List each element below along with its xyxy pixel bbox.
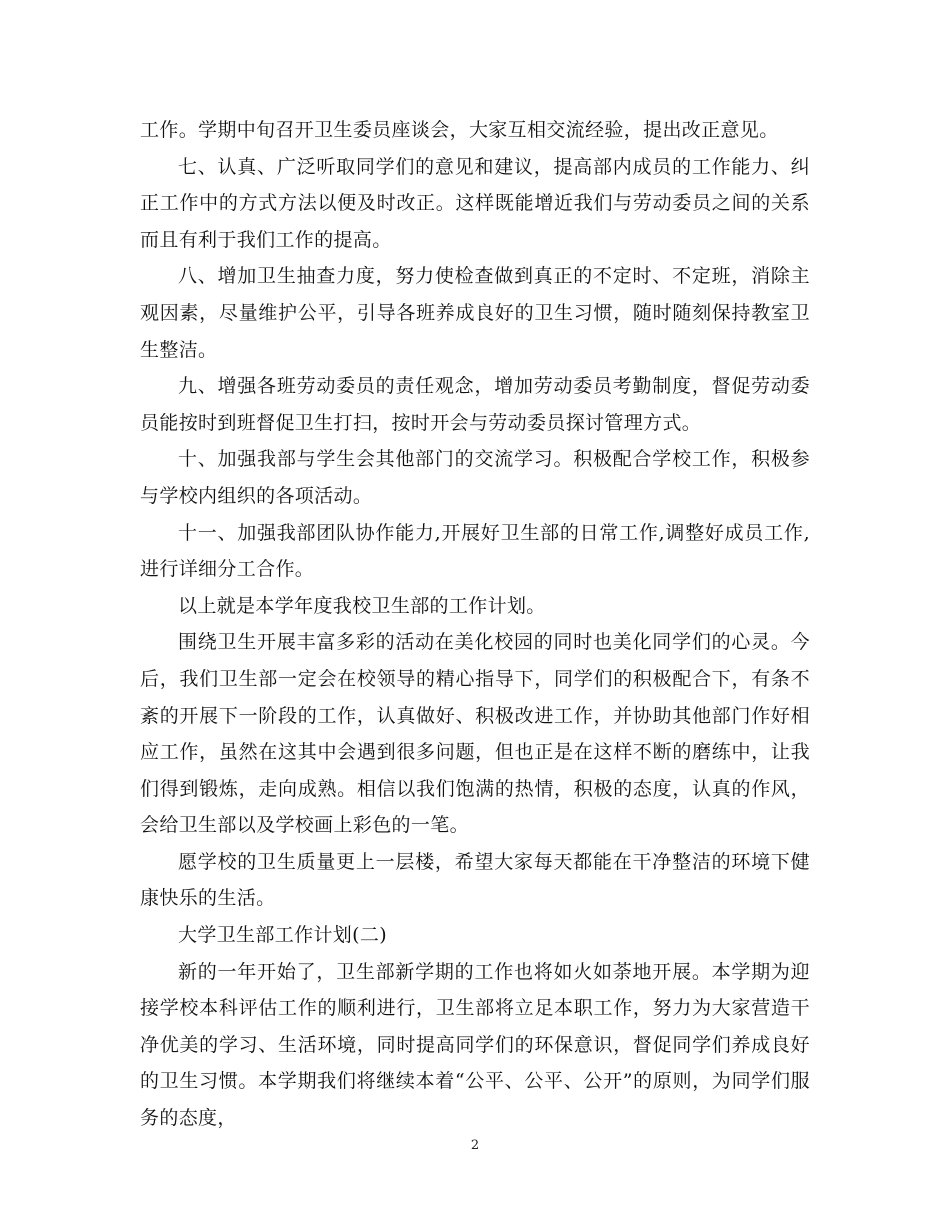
page-number: 2 (470, 1138, 480, 1153)
paragraph-item-7: 七、认真、广泛听取同学们的意见和建议，提高部内成员的工作能力、纠正工作中的方式方法以便及时改正。这样既能增近我们与劳动委员之间的关系而且有利于我们工作的提高。 (140, 155, 810, 251)
paragraph-wish: 愿学校的卫生质量更上一层楼，希望大家每天都能在干净整洁的环境下健康快乐的生活。 (140, 850, 810, 910)
paragraph-item-10: 十、加强我部与学生会其他部门的交流学习。积极配合学校工作，积极参与学校内组织的各项活动。 (140, 448, 810, 507)
paragraph-continuation: 工作。学期中旬召开卫生委员座谈会，大家互相交流经验，提出改正意见。 (140, 119, 779, 141)
section-heading: 大学卫生部工作计划(二) (178, 924, 388, 947)
paragraph-summary: 以上就是本学年度我校卫生部的工作计划。 (178, 594, 546, 617)
paragraph-outlook: 围绕卫生开展丰富多彩的活动在美化校园的同时也美化同学们的心灵。今后，我们卫生部一定会在校领导的精心指导下，同学们的积极配合下，有条不紊的开展下一阶段的工作，认真做好、积极改进工作，并协助其他部门作好相应工作，虽然在这其中会遇到很多问题，但也正是在这样不断的磨练中，让我们得到锻炼，走向成熟。相信以我们饱满的热情，积极的态度，认真的作风，会给卫生部以及学校画上彩色的一笔。 (140, 631, 810, 837)
paragraph-item-8: 八、增加卫生抽查力度，努力使检查做到真正的不定时、不定班，消除主观因素，尽量维护公平，引导各班养成良好的卫生习惯，随时随刻保持教室卫生整洁。 (140, 265, 810, 361)
body-text (140, 112, 810, 1137)
paragraph-item-9: 九、增强各班劳动委员的责任观念，增加劳动委员考勤制度，督促劳动委员能按时到班督促卫生打扫，按时开会与劳动委员探讨管理方式。 (140, 375, 810, 434)
paragraph-item-11: 十一、加强我部团队协作能力,开展好卫生部的日常工作,调整好成员工作,进行详细分工合作。 (140, 521, 810, 581)
paragraph-intro: 新的一年开始了，卫生部新学期的工作也将如火如荼地开展。本学期为迎接学校本科评估工作的顺利进行，卫生部将立足本职工作，努力为大家营造干净优美的学习、生活环境，同时提高同学们的环保意识，督促同学们养成良好的卫生习惯。本学期我们将继续本着“公平、公平、公开”的原则，为同学们服务的态度， (140, 960, 810, 1130)
